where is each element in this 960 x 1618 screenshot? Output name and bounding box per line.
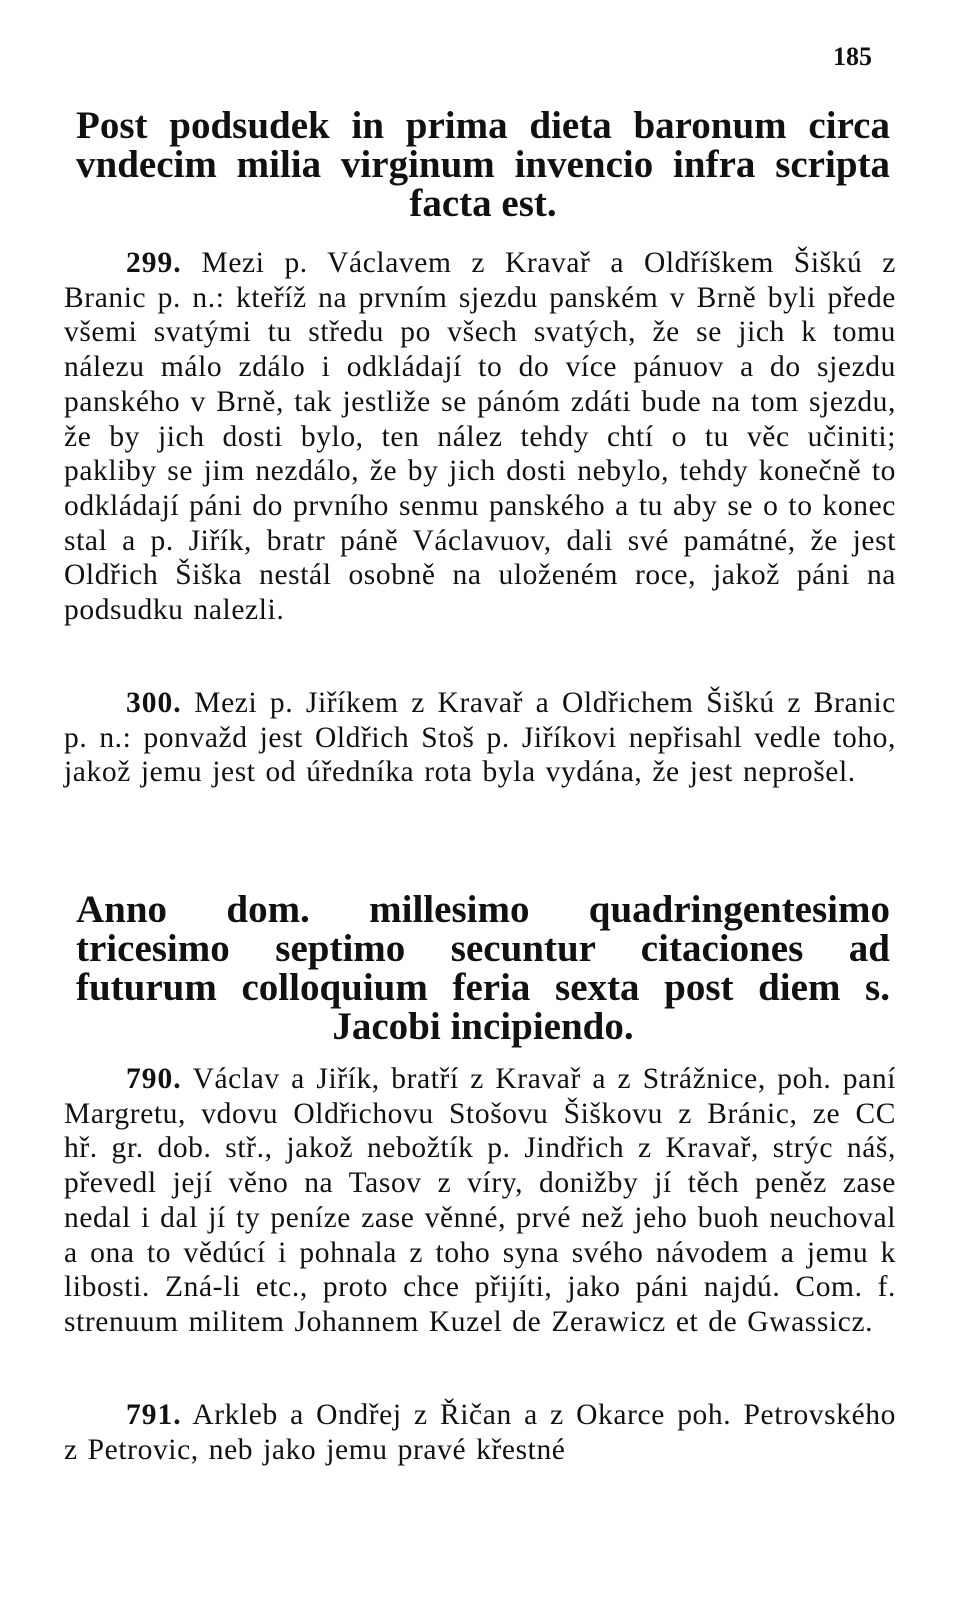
entry-text: Mezi p. Václavem z Kravař a Oldříškem Šiškú z Branic p. n.: kteříž na prvním sjezdu panském v Brně byli přede všemi svatými tu středu po všech svatých, že se jich k tomu nálezu málo zdálo i odkládají to do více pánuov a do sjezdu panského v Brně, tak jestliže se pánóm zdáti bude na tom sjezdu, že by jich dosti bylo, ten nález tehdy chtí o tu věc učiniti; pakliby se jim nezdálo, že by jich dosti nebylo, tehdy konečně to odkládají páni do prvního senmu panského a tu aby se o to konec stal a p. Jiřík, bratr páně Václavuov, dali své památné, že jest Oldřich Šiška nestál osobně na uloženém roce, jakož páni na podsudku nalezli. xyxy=(64,247,896,627)
entry-number: 791. xyxy=(126,1399,182,1431)
entry-text: Mezi p. Jiříkem z Kravař a Oldřichem Šiškú z Branic p. n.: ponvažd jest Oldřich Stoš p. Jiříkovi nepřisahl vedle toho, jakož jemu jest od úředníka rota byla vydána, že jest neprošel. xyxy=(64,687,896,789)
entry-text: Arkleb a Ondřej z Řičan a z Okarce poh. Petrovského z Petrovic, neb jako jemu pravé křestné xyxy=(64,1399,896,1466)
section-heading-1: Post podsudek in prima dieta baronum circa vndecim milia virginum invencio infra scripta facta est. xyxy=(76,104,890,225)
entry-790 xyxy=(64,1062,896,1340)
entry-number: 299. xyxy=(126,247,182,279)
entry-791 xyxy=(64,1398,896,1467)
entry-text: Václav a Jiřík, bratří z Kravař a z Strážnice, poh. paní Margretu, vdovu Oldřichovu Stošovu Šiškovu z Bránic, ze CC hř. gr. dob. stř., jakož nebožtík p. Jindřich z Kravař, strýc náš, převedl její věno na Tasov z víry, donižby jí těch peněz zase nedal i dal jí ty peníze zase věnné, prvé než jeho buoh neuchoval a ona to vědúcí i pohnala z toho syna svého návodem a jemu k libosti. Zná-li etc., proto chce přijíti, jako páni najdú. Com. f. strenuum militem Johannem Kuzel de Zerawicz et de Gwassicz. xyxy=(64,1063,896,1338)
page-number: 185 xyxy=(833,42,872,71)
entry-300 xyxy=(64,686,896,790)
section-heading-2: Anno dom. millesimo quadringentesimo tricesimo septimo secuntur citaciones ad futurum colloquium feria sexta post diem s. Jacobi incipiendo. xyxy=(76,888,890,1048)
entry-299 xyxy=(64,246,896,628)
entry-number: 300. xyxy=(126,687,182,719)
entry-number: 790. xyxy=(126,1063,182,1095)
